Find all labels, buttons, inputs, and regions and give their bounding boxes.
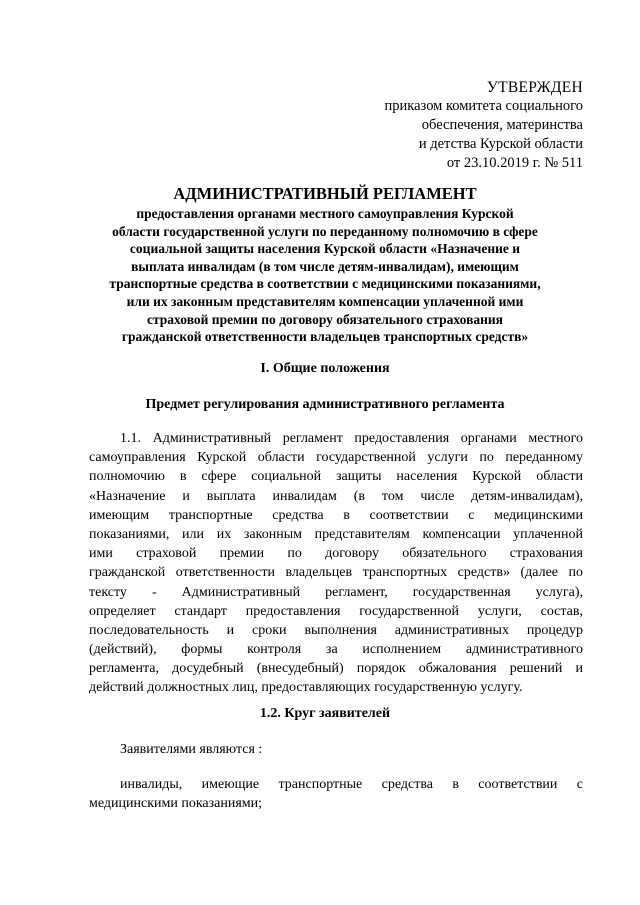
paragraph-line: 1.1. Административный регламент предоставления органами местного — [120, 431, 583, 446]
paragraph-line: показаниями, или их законным представителям компенсации уплаченной — [89, 526, 583, 542]
subtitle-line: страховой премии по договору обязательного страхования — [147, 311, 503, 327]
paragraph-line: самоуправления Курской области государственной услуги по переданному — [89, 450, 583, 466]
paragraph-line: ими страховой премии по договору обязательного страхования — [89, 546, 583, 562]
paragraph-line: действий должностных лиц, предоставляющих государственную услугу. — [89, 680, 523, 696]
paragraph-line: (действий), формы контроля за исполнением административного — [89, 642, 583, 658]
subject-heading: Предмет регулирования административного регламента — [145, 397, 505, 412]
subtitle-line: транспортные средства в соответствии с медицинскими показаниями, — [109, 276, 541, 292]
approval-line-2: обеспечения, материнства — [421, 117, 583, 133]
section-heading-general: I. Общие положения — [260, 361, 390, 376]
subtitle-line: или их законным представителям компенсации уплаченной ими — [126, 293, 524, 309]
document-title-block — [80, 183, 570, 346]
paragraph-line: определяет стандарт предоставления государственной услуги, состав, — [89, 603, 583, 619]
paragraph-line: полномочию в сфере социальной защиты населения Курской области — [89, 469, 583, 485]
approval-line-3: и детства Курской области — [418, 136, 583, 152]
document-subtitle — [80, 205, 570, 346]
paragraph-line: гражданской ответственности владельцев транспортных средств» (далее по — [89, 565, 583, 581]
document-title: АДМИНИСТРАТИВНЫЙ РЕГЛАМЕНТ — [173, 184, 477, 203]
paragraph-line: медицинскими показаниями; — [89, 796, 263, 812]
approval-heading: УТВЕРЖДЕН — [486, 79, 583, 96]
subtitle-line: предоставления органами местного самоуправления Курской — [136, 206, 514, 221]
approval-line-1: приказом комитета социального — [384, 98, 583, 114]
paragraph-line: регламента, досудебный (внесудебный) порядок обжалования решений и — [89, 661, 583, 677]
paragraph-line: «Назначение и выплата инвалидам (в том числе детям-инвалидам), — [89, 488, 583, 504]
applicants-item — [89, 775, 583, 813]
paragraph-line: последовательность и сроки выполнения административных процедур — [89, 622, 583, 638]
subtitle-line: выплата инвалидам (в том числе детям-инвалидам), имеющим — [131, 258, 519, 274]
paragraph-line: тексту - Административный регламент, государственная услуга), — [89, 584, 583, 600]
paragraph-1-1 — [89, 429, 583, 698]
paragraph-line: инвалиды, имеющие транспортные средства в соответствии с — [120, 777, 583, 792]
subtitle-line: области государственной услуги по переданному полномочию в сфере — [112, 223, 538, 239]
subtitle-line: социальной защиты населения Курской области «Назначение и — [129, 241, 521, 257]
paragraph-line: имеющим транспортные средства в соответствии с медицинскими — [89, 507, 583, 523]
subtitle-line: гражданской ответственности владельцев транспортных средств» — [121, 329, 529, 345]
section-heading-applicants: 1.2. Круг заявителей — [259, 706, 391, 721]
approval-stamp — [385, 78, 583, 173]
approval-date-line: от 23.10.2019 г. № 511 — [446, 155, 583, 171]
applicants-intro: Заявителями являются : — [120, 742, 263, 757]
